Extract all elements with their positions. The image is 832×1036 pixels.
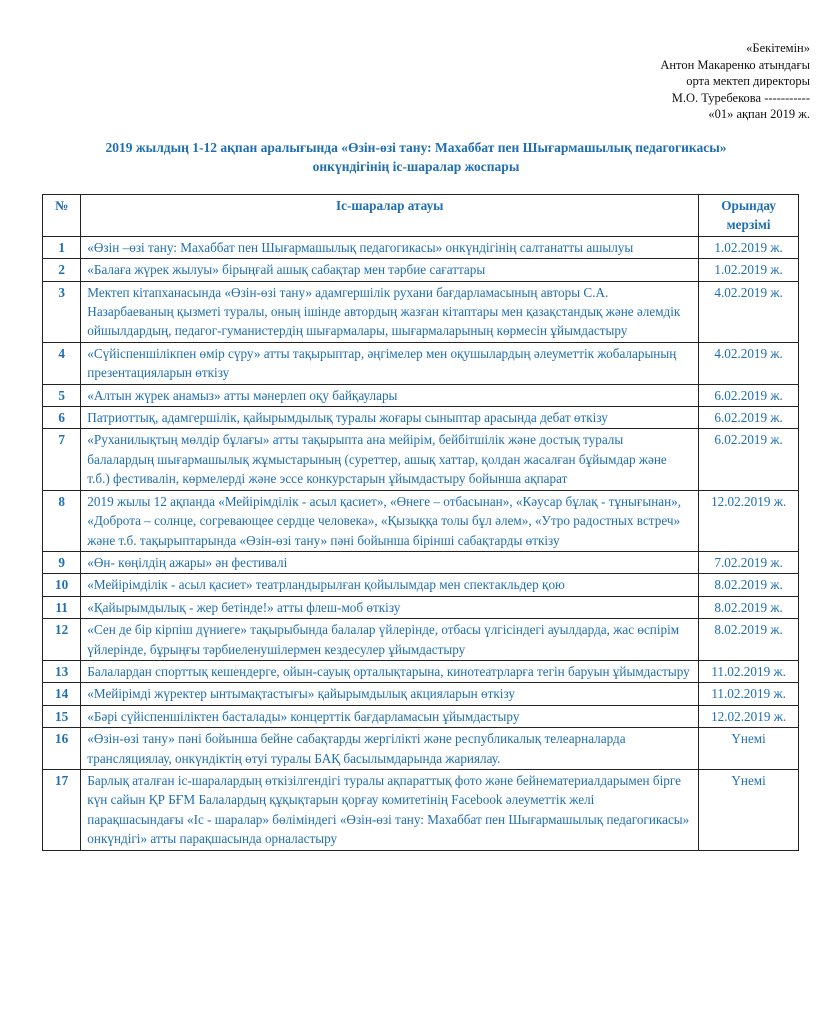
table-row <box>43 683 799 705</box>
row-event-name: «Сүйіспеншілікпен өмір сүру» атты тақырыптар, әңгімелер мен оқушылардың әлеуметтік жобаларының презентацияларын өткізу <box>81 342 699 384</box>
row-event-name: «Мейірімді жүректер ынтымақтастығы» қайырымдылық акцияларын өткізу <box>81 683 699 705</box>
row-event-name: «Алтын жүрек анамыз» атты мәнерлеп оқу байқаулары <box>81 384 699 406</box>
row-deadline: 8.02.2019 ж. <box>699 574 799 596</box>
row-number: 9 <box>43 551 81 573</box>
row-event-name: «Өзін-өзі тану» пәні бойынша бейне сабақтарды жергілікті және республикалық телеарналарда трансляциялау, онкүндіктің өтуі туралы БАҚ басылымдарында жариялау. <box>81 728 699 770</box>
table-row <box>43 574 799 596</box>
row-number: 16 <box>43 728 81 770</box>
row-number: 13 <box>43 660 81 682</box>
row-event-name: «Өн- көңілдің ажары» ән фестивалі <box>81 551 699 573</box>
row-deadline: Үнемі <box>699 728 799 770</box>
row-event-name: «Сен де бір кірпіш дүниеге» тақырыбында балалар үйлерінде, отбасы үлгісіндегі ауылдарда, жас өспірім үйлерінде, бұрыңғы тәрбиеленушілермен кездесулер ұйымдастыру <box>81 619 699 661</box>
row-deadline: 12.02.2019 ж. <box>699 705 799 727</box>
row-number: 14 <box>43 683 81 705</box>
row-number: 3 <box>43 281 81 342</box>
table-row <box>43 281 799 342</box>
title-line-2: онкүндігінің іс-шаралар жоспары <box>312 159 520 174</box>
table-row <box>43 619 799 661</box>
row-deadline: 7.02.2019 ж. <box>699 551 799 573</box>
table-row <box>43 259 799 281</box>
row-number: 17 <box>43 769 81 850</box>
row-number: 8 <box>43 490 81 551</box>
row-event-name: «Өзін –өзі тану: Махаббат пен Шығармашылық педагогикасы» онкүндігінің салтанатты ашылуы <box>81 236 699 258</box>
table-row <box>43 429 799 490</box>
row-event-name: «Бәрі сүйіспеншіліктен басталады» концерттік бағдарламасын ұйымдастыру <box>81 705 699 727</box>
row-number: 15 <box>43 705 81 727</box>
approval-line: орта мектеп директоры <box>686 74 810 88</box>
header-number: № <box>43 195 81 237</box>
title-line-1: 2019 жылдың 1-12 ақпан аралығында «Өзін-өзі тану: Махаббат пен Шығармашылық педагогикасы» <box>105 140 727 155</box>
row-event-name: 2019 жылы 12 ақпанда «Мейірімділік - асыл қасиет», «Өнеге – отбасынан», «Кәусар бұлақ - тұнығынан», «Доброта – солнце, согревающее сердце человека», «Қызыққа толы бұл әлем», «Утро радостных встреч» және т.б. тақырыптарында «Өзін-өзі тану» пәні бойынша бірінші сабақтарды өткізу <box>81 490 699 551</box>
table-row <box>43 236 799 258</box>
row-deadline: 4.02.2019 ж. <box>699 342 799 384</box>
row-number: 2 <box>43 259 81 281</box>
header-deadline: Орындау мерзімі <box>699 195 799 237</box>
row-deadline: 12.02.2019 ж. <box>699 490 799 551</box>
approval-line: Антон Макаренко атындағы <box>660 57 810 72</box>
table-row <box>43 728 799 770</box>
row-deadline: 8.02.2019 ж. <box>699 596 799 618</box>
row-number: 4 <box>43 342 81 384</box>
approval-line: «01» ақпан 2019 ж. <box>708 107 810 121</box>
table-row <box>43 407 799 429</box>
approval-line: «Бекітемін» <box>746 41 810 55</box>
header-event-name: Іс-шаралар атауы <box>81 195 699 237</box>
table-row <box>43 384 799 406</box>
row-number: 7 <box>43 429 81 490</box>
row-deadline: 8.02.2019 ж. <box>699 619 799 661</box>
row-number: 6 <box>43 407 81 429</box>
document-title <box>20 138 812 176</box>
row-number: 10 <box>43 574 81 596</box>
table-row <box>43 551 799 573</box>
row-deadline: Үнемі <box>699 769 799 850</box>
row-deadline: 6.02.2019 ж. <box>699 429 799 490</box>
events-table <box>42 194 799 851</box>
table-row <box>43 705 799 727</box>
row-event-name: Барлық аталған іс-шаралардың өткізілгендігі туралы ақпараттық фото және бейнематериалдарымен бірге күн сайын ҚР БҒМ Балалардың құқықтарын қорғау комитетінің Facebook әлеуметтік желі парақшасындағы «Іс - шаралар» бөліміндегі «Өзін-өзі тану: Махаббат пен Шығармашылық педагогикасы» онкүндігі» атты парақшасында орналастыру <box>81 769 699 850</box>
table-row <box>43 660 799 682</box>
row-number: 1 <box>43 236 81 258</box>
table-row <box>43 769 799 850</box>
row-deadline: 6.02.2019 ж. <box>699 407 799 429</box>
row-number: 12 <box>43 619 81 661</box>
table-body <box>43 236 799 850</box>
approval-block <box>660 40 810 123</box>
row-deadline: 11.02.2019 ж. <box>699 660 799 682</box>
row-event-name: Балалардан спорттық кешендерге, ойын-сауық орталықтарына, кинотеатрларға тегін баруын ұйымдастыру <box>81 660 699 682</box>
row-deadline: 1.02.2019 ж. <box>699 259 799 281</box>
row-event-name: «Қайырымдылық - жер бетінде!» атты флеш-моб өткізу <box>81 596 699 618</box>
row-event-name: Мектеп кітапханасында «Өзін-өзі тану» адамгершілік рухани бағдарламасының авторы С.А. Назарбаеваның қызметі туралы, оның ішінде автордың жазған кітаптары мен қазақстандық және әлемдік ойшылдардың, педагог-гуманистердің шығармалары, шығармаларының көрмесін ұйымдастыру <box>81 281 699 342</box>
row-number: 5 <box>43 384 81 406</box>
row-deadline: 4.02.2019 ж. <box>699 281 799 342</box>
row-event-name: «Мейірімділік - асыл қасиет» театрландырылған қойылымдар мен спектакльдер қою <box>81 574 699 596</box>
approval-line: М.О. Туребекова ----------- <box>671 90 810 105</box>
table-row <box>43 596 799 618</box>
table-header-row <box>43 195 799 237</box>
row-event-name: «Балаға жүрек жылуы» бірыңғай ашық сабақтар мен тәрбие сағаттары <box>81 259 699 281</box>
row-deadline: 6.02.2019 ж. <box>699 384 799 406</box>
row-deadline: 11.02.2019 ж. <box>699 683 799 705</box>
table-row <box>43 342 799 384</box>
row-event-name: «Руханилықтың мөлдір бұлағы» атты тақырыпта ана мейірім, бейбітшілік және достық туралы балалардың шығармашылық жұмыстарының (суреттер, ашық хаттар, қолдан жасалған бұйымдар және т.б.) фестивалін, көрмелерді және эссе конкурстарын ұйымдастыру бойынша ақпарат <box>81 429 699 490</box>
row-deadline: 1.02.2019 ж. <box>699 236 799 258</box>
row-number: 11 <box>43 596 81 618</box>
row-event-name: Патриоттық, адамгершілік, қайырымдылық туралы жоғары сыныптар арасында дебат өткізу <box>81 407 699 429</box>
table-row <box>43 490 799 551</box>
